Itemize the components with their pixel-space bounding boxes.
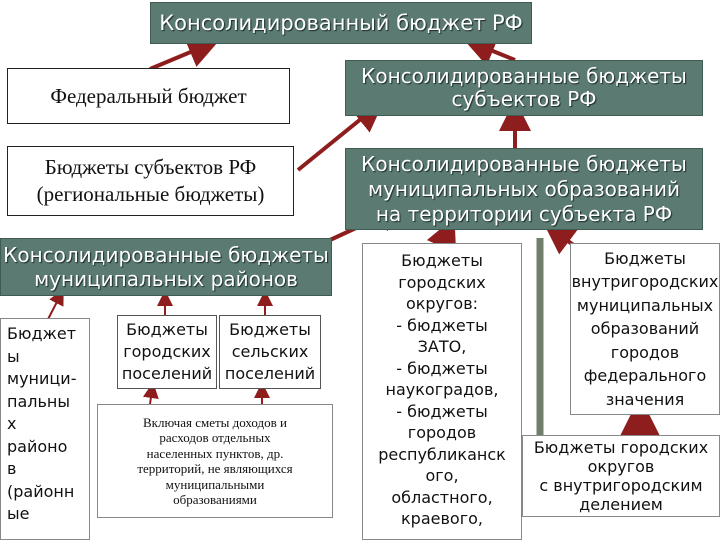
urban-settlements-label: Бюджеты городских поселений [121,320,213,383]
arrow-estimates-to-urban [150,390,152,404]
root-label: Консолидированный бюджет РФ [159,11,523,35]
regional-budgets-label: Бюджеты субъектов РФ (региональные бюджеты) [36,155,265,206]
district-budgets-box [0,318,90,540]
federal-budget-box [7,68,290,124]
districts-consolidated-box [0,238,332,296]
intracity-box [570,243,720,415]
regional-budgets-box [7,146,294,216]
municipal-consolidated-box [345,148,703,230]
city-districts-label: Бюджеты городских округов: - бюджеты ЗАТО, - бюджеты наукоградов, - бюджеты городов республиканск ого, областного, краевого, [378,251,506,528]
urban-settlements-box [117,315,217,389]
rural-settlements-box [219,315,321,389]
intracity-label: Бюджеты внутригородских муниципальных образований городов федерального значения [571,248,719,409]
city-districts-intracity-box [522,435,720,517]
federal-budget-label: Федеральный бюджет [50,83,247,108]
root-box [150,2,532,44]
estimates-box [97,404,333,518]
municipal-consolidated-label: Консолидированные бюджеты муниципальных образований на территории субъекта РФ [361,151,687,226]
arrow-subjects-to-root [478,45,515,60]
city-districts-intracity-label: Бюджеты городских округов с внутригородским делением [533,438,709,514]
subjects-consolidated-label: Консолидированные бюджеты субъектов РФ [361,64,687,111]
districts-consolidated-label: Консолидированные бюджеты муниципальных районов [3,243,329,291]
arrow-federal-to-root [150,46,205,69]
rural-settlements-label: Бюджеты сельских поселений [224,320,316,383]
subjects-consolidated-box [345,60,703,116]
district-budgets-label: Бюджет ы муници- пальны х районо в (районн ые [7,324,77,523]
estimates-label: Включая сметы доходов и расходов отдельных населенных пунктов, др. территорий, не являющихся муниципальными образованиями [137,414,293,507]
city-districts-box [362,243,522,540]
